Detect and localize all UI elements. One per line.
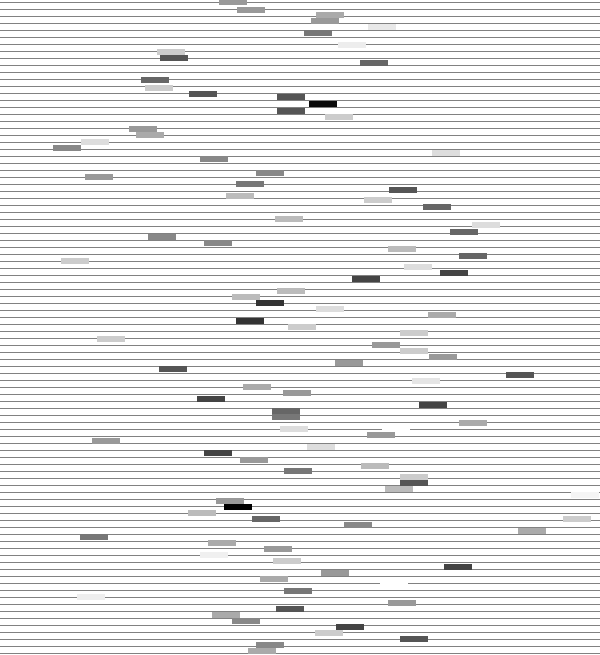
bar-rect (200, 156, 228, 162)
bar-rect (97, 336, 125, 342)
bar-rect (243, 384, 271, 390)
ruled-line (0, 275, 600, 276)
bar-rect (518, 528, 546, 534)
ruled-line (0, 79, 600, 80)
ruled-line (0, 450, 600, 451)
bar-rect (309, 101, 337, 107)
ruled-line (0, 247, 600, 248)
bar-rect (423, 204, 451, 210)
ruled-line (0, 653, 600, 654)
bar-rect (316, 306, 344, 312)
ruled-line (0, 121, 600, 122)
ruled-line (0, 268, 600, 269)
bar-rect (248, 648, 276, 654)
ruled-line (0, 30, 600, 31)
ruled-line (0, 443, 600, 444)
bar-rect (571, 492, 599, 498)
bar-rect (276, 606, 304, 612)
ruled-line (0, 303, 600, 304)
ruled-line (0, 184, 600, 185)
ruled-line (0, 366, 600, 367)
ruled-line (0, 625, 600, 626)
bar-rect (61, 258, 89, 264)
bar-rect (459, 420, 487, 426)
bar-rect (136, 132, 164, 138)
bar-rect (80, 534, 108, 540)
ruled-line (0, 282, 600, 283)
bar-rect (277, 288, 305, 294)
bar-rect (444, 564, 472, 570)
bar-rect (419, 402, 447, 408)
ruled-line (0, 380, 600, 381)
ruled-line (0, 240, 600, 241)
bar-rect (307, 444, 335, 450)
bar-rect (232, 618, 260, 624)
ruled-line (0, 513, 600, 514)
bar-rect (256, 170, 284, 176)
bar-rect (344, 522, 372, 528)
bar-rect (284, 468, 312, 474)
ruled-line (0, 65, 600, 66)
bar-rect (197, 396, 225, 402)
ruled-line (0, 9, 600, 10)
ruled-line (0, 492, 600, 493)
bar-rect (400, 348, 428, 354)
ruled-line (0, 632, 600, 633)
ruled-line (0, 254, 600, 255)
ruled-line (0, 646, 600, 647)
bar-rect (280, 426, 308, 432)
bar-rect (284, 588, 312, 594)
ruled-line (0, 331, 600, 332)
bar-rect (252, 516, 280, 522)
ruled-line (0, 205, 600, 206)
bar-rect (368, 24, 396, 30)
bar-rect (85, 174, 113, 180)
bar-rect (400, 330, 428, 336)
bar-rect (361, 463, 389, 469)
ruled-line (0, 114, 600, 115)
ruled-line (0, 408, 600, 409)
ruled-line (0, 604, 600, 605)
ruled-line (0, 359, 600, 360)
ruled-line (0, 44, 600, 45)
ruled-line (0, 261, 600, 262)
ruled-line (0, 555, 600, 556)
ruled-line (0, 128, 600, 129)
ruled-line (0, 618, 600, 619)
bar-rect (236, 181, 264, 187)
ruled-line (0, 548, 600, 549)
ruled-line (0, 16, 600, 17)
bar-rect (200, 552, 228, 558)
ruled-line (0, 436, 600, 437)
ruled-line (0, 576, 600, 577)
bar-rect (352, 276, 380, 282)
bar-rect (428, 312, 456, 318)
bar-rect (335, 360, 363, 366)
bar-rect (273, 558, 301, 564)
ruled-line (0, 338, 600, 339)
bar-rect (188, 510, 216, 516)
ruled-line (0, 527, 600, 528)
bar-rect (77, 594, 105, 600)
bar-rect (264, 546, 292, 552)
bar-rect (283, 390, 311, 396)
bar-rect (288, 324, 316, 330)
ruled-line (0, 51, 600, 52)
ruled-line (0, 191, 600, 192)
bar-rect (388, 600, 416, 606)
bar-rect (364, 197, 392, 203)
bar-rect (92, 438, 120, 444)
bar-rect (240, 457, 268, 463)
ruled-line (0, 401, 600, 402)
ruled-line (0, 2, 600, 3)
bar-rect (159, 366, 187, 372)
ruled-line (0, 23, 600, 24)
ruled-line (0, 345, 600, 346)
ruled-line (0, 226, 600, 227)
bar-rect (372, 342, 400, 348)
bar-rect (81, 139, 109, 145)
ruled-line (0, 506, 600, 507)
bar-rect (450, 229, 478, 235)
bar-rect (226, 193, 254, 199)
bar-rect (204, 450, 232, 456)
ruled-line (0, 317, 600, 318)
bar-rect (400, 636, 428, 642)
ruled-line (0, 149, 600, 150)
bar-rect (338, 42, 366, 48)
bar-rect (141, 77, 169, 83)
ruled-line (0, 86, 600, 87)
bar-rect (360, 60, 388, 66)
bar-rect (380, 581, 408, 587)
bar-rect (256, 300, 284, 306)
bar-rect (315, 630, 343, 636)
bar-rect (388, 246, 416, 252)
bar-rect (389, 187, 417, 193)
bar-rect (404, 264, 432, 270)
ruled-line (0, 478, 600, 479)
bar-rect (563, 516, 591, 522)
ruled-line (0, 170, 600, 171)
ruled-line (0, 485, 600, 486)
bar-rect (385, 486, 413, 492)
ruled-line (0, 422, 600, 423)
ruled-line (0, 415, 600, 416)
ruled-line (0, 58, 600, 59)
bar-rect (260, 576, 288, 582)
bar-rect (219, 0, 247, 5)
bar-rect (459, 253, 487, 259)
bar-rect (472, 222, 500, 228)
ruled-line (0, 233, 600, 234)
ruled-line (0, 499, 600, 500)
ruled-line (0, 583, 600, 584)
bar-rect (304, 30, 332, 36)
bar-rect (412, 378, 440, 384)
ruled-line (0, 156, 600, 157)
ruled-line (0, 464, 600, 465)
ruled-line (0, 37, 600, 38)
bar-rect (189, 91, 217, 97)
ruled-line (0, 72, 600, 73)
bar-rect (145, 85, 173, 91)
bar-rect (277, 108, 305, 114)
ruled-line (0, 212, 600, 213)
bar-rect (277, 94, 305, 100)
bar-rect (160, 55, 188, 61)
ruled-line (0, 310, 600, 311)
bar-rect (311, 18, 339, 24)
bar-rect (506, 372, 534, 378)
bar-rect (53, 145, 81, 151)
bar-rect (400, 480, 428, 486)
ruled-line (0, 135, 600, 136)
bar-rect (432, 150, 460, 156)
ruled-line (0, 163, 600, 164)
ruled-line (0, 520, 600, 521)
bar-rect (204, 240, 232, 246)
ruled-line (0, 296, 600, 297)
bar-rect (429, 354, 457, 360)
bar-rect (367, 432, 395, 438)
ruled-line (0, 100, 600, 101)
bar-rect (325, 114, 353, 120)
ruled-line (0, 457, 600, 458)
bar-rect (272, 414, 300, 420)
bar-rect (148, 234, 176, 240)
bar-rect (236, 318, 264, 324)
bar-rect (275, 216, 303, 222)
bar-rect (237, 7, 265, 13)
ruled-line (0, 569, 600, 570)
bar-rect (208, 540, 236, 546)
ruled-line (0, 387, 600, 388)
ruled-line (0, 541, 600, 542)
ruled-line (0, 352, 600, 353)
bar-rect (321, 570, 349, 576)
ruled-line (0, 639, 600, 640)
ruled-line (0, 198, 600, 199)
bar-rect (224, 504, 252, 510)
bar-rect (440, 270, 468, 276)
